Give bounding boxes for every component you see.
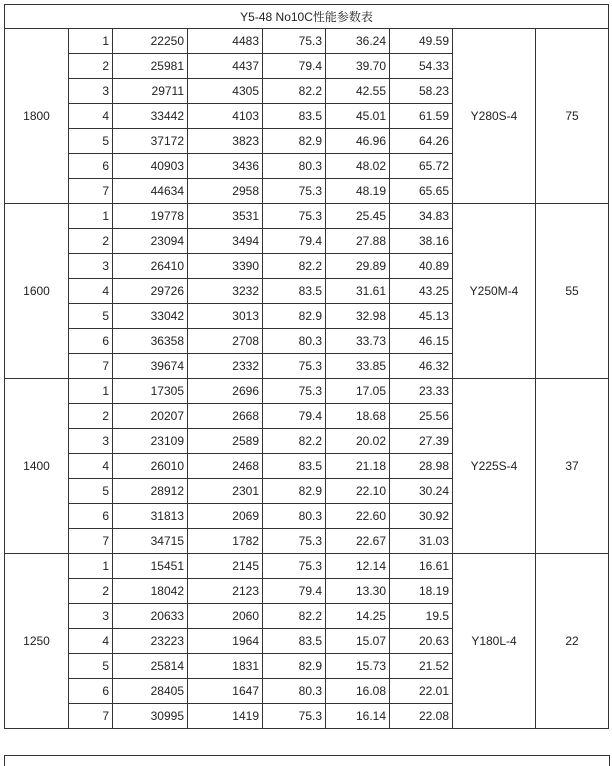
shaft-power-cell: 14.25 <box>326 604 390 629</box>
motor-power-cell: 55 <box>536 204 609 379</box>
flow-cell: 31813 <box>113 504 188 529</box>
required-power-cell: 31.03 <box>390 529 453 554</box>
row-index-cell: 2 <box>69 579 113 604</box>
required-power-cell: 49.59 <box>390 29 453 54</box>
shaft-power-cell: 32.98 <box>326 304 390 329</box>
pressure-cell: 1782 <box>188 529 263 554</box>
speed-cell: 1800 <box>5 29 69 204</box>
efficiency-cell: 80.3 <box>263 154 326 179</box>
pressure-cell: 1831 <box>188 654 263 679</box>
efficiency-cell: 75.3 <box>263 179 326 204</box>
efficiency-cell: 75.3 <box>263 29 326 54</box>
flow-cell: 29726 <box>113 279 188 304</box>
shaft-power-cell: 16.08 <box>326 679 390 704</box>
row-index-cell: 2 <box>69 404 113 429</box>
shaft-power-cell: 22.10 <box>326 479 390 504</box>
flow-cell: 33442 <box>113 104 188 129</box>
efficiency-cell: 82.2 <box>263 79 326 104</box>
shaft-power-cell: 42.55 <box>326 79 390 104</box>
title-row <box>5 5 609 29</box>
shaft-power-cell: 25.45 <box>326 204 390 229</box>
pressure-cell: 3494 <box>188 229 263 254</box>
row-index-cell: 1 <box>69 379 113 404</box>
efficiency-cell: 82.9 <box>263 479 326 504</box>
pressure-cell: 3390 <box>188 254 263 279</box>
efficiency-cell: 83.5 <box>263 454 326 479</box>
table-row <box>5 29 609 54</box>
efficiency-cell: 80.3 <box>263 329 326 354</box>
table-title: Y5-48 No10C性能参数表 <box>5 5 609 29</box>
row-index-cell: 3 <box>69 254 113 279</box>
efficiency-cell: 82.9 <box>263 304 326 329</box>
required-power-cell: 46.15 <box>390 329 453 354</box>
efficiency-cell: 82.9 <box>263 654 326 679</box>
shaft-power-cell: 15.07 <box>326 629 390 654</box>
flow-cell: 44634 <box>113 179 188 204</box>
row-index-cell: 5 <box>69 304 113 329</box>
shaft-power-cell: 22.60 <box>326 504 390 529</box>
required-power-cell: 23.33 <box>390 379 453 404</box>
pressure-cell: 2668 <box>188 404 263 429</box>
flow-cell: 39674 <box>113 354 188 379</box>
speed-cell: 1600 <box>5 204 69 379</box>
efficiency-cell: 75.3 <box>263 204 326 229</box>
pressure-cell: 2708 <box>188 329 263 354</box>
shaft-power-cell: 27.88 <box>326 229 390 254</box>
flow-cell: 26410 <box>113 254 188 279</box>
shaft-power-cell: 33.73 <box>326 329 390 354</box>
pressure-cell: 4103 <box>188 104 263 129</box>
shaft-power-cell: 48.02 <box>326 154 390 179</box>
row-index-cell: 7 <box>69 179 113 204</box>
pressure-cell: 1419 <box>188 704 263 729</box>
flow-cell: 19778 <box>113 204 188 229</box>
required-power-cell: 18.19 <box>390 579 453 604</box>
shaft-power-cell: 45.01 <box>326 104 390 129</box>
table-row <box>5 554 609 579</box>
flow-cell: 18042 <box>113 579 188 604</box>
pressure-cell: 2332 <box>188 354 263 379</box>
row-index-cell: 7 <box>69 354 113 379</box>
shaft-power-cell: 15.73 <box>326 654 390 679</box>
pressure-cell: 2468 <box>188 454 263 479</box>
shaft-power-cell: 21.18 <box>326 454 390 479</box>
required-power-cell: 30.92 <box>390 504 453 529</box>
shaft-power-cell: 18.68 <box>326 404 390 429</box>
pressure-cell: 3436 <box>188 154 263 179</box>
flow-cell: 20207 <box>113 404 188 429</box>
flow-cell: 28912 <box>113 479 188 504</box>
pressure-cell: 4483 <box>188 29 263 54</box>
pressure-cell: 3232 <box>188 279 263 304</box>
required-power-cell: 27.39 <box>390 429 453 454</box>
performance-table-container <box>4 4 608 729</box>
performance-table <box>4 4 609 729</box>
required-power-cell: 25.56 <box>390 404 453 429</box>
row-index-cell: 6 <box>69 329 113 354</box>
flow-cell: 23094 <box>113 229 188 254</box>
row-index-cell: 5 <box>69 479 113 504</box>
efficiency-cell: 80.3 <box>263 504 326 529</box>
required-power-cell: 19.5 <box>390 604 453 629</box>
required-power-cell: 21.52 <box>390 654 453 679</box>
required-power-cell: 22.01 <box>390 679 453 704</box>
shaft-power-cell: 48.19 <box>326 179 390 204</box>
flow-cell: 17305 <box>113 379 188 404</box>
required-power-cell: 22.08 <box>390 704 453 729</box>
flow-cell: 30995 <box>113 704 188 729</box>
motor-model-cell: Y250M-4 <box>453 204 536 379</box>
row-index-cell: 1 <box>69 29 113 54</box>
required-power-cell: 65.65 <box>390 179 453 204</box>
pressure-cell: 2145 <box>188 554 263 579</box>
required-power-cell: 16.61 <box>390 554 453 579</box>
pressure-cell: 2696 <box>188 379 263 404</box>
efficiency-cell: 75.3 <box>263 379 326 404</box>
efficiency-cell: 79.4 <box>263 579 326 604</box>
required-power-cell: 28.98 <box>390 454 453 479</box>
shaft-power-cell: 46.96 <box>326 129 390 154</box>
flow-cell: 15451 <box>113 554 188 579</box>
efficiency-cell: 82.2 <box>263 604 326 629</box>
speed-cell: 1250 <box>5 554 69 729</box>
flow-cell: 28405 <box>113 679 188 704</box>
efficiency-cell: 82.2 <box>263 254 326 279</box>
shaft-power-cell: 31.61 <box>326 279 390 304</box>
shaft-power-cell: 36.24 <box>326 29 390 54</box>
required-power-cell: 58.23 <box>390 79 453 104</box>
pressure-cell: 2958 <box>188 179 263 204</box>
table-row <box>5 379 609 404</box>
flow-cell: 29711 <box>113 79 188 104</box>
motor-power-cell: 75 <box>536 29 609 204</box>
pressure-cell: 2123 <box>188 579 263 604</box>
motor-power-cell: 37 <box>536 379 609 554</box>
efficiency-cell: 75.3 <box>263 354 326 379</box>
flow-cell: 25814 <box>113 654 188 679</box>
row-index-cell: 1 <box>69 554 113 579</box>
pressure-cell: 1964 <box>188 629 263 654</box>
shaft-power-cell: 12.14 <box>326 554 390 579</box>
row-index-cell: 4 <box>69 454 113 479</box>
table-continuation <box>4 755 610 766</box>
row-index-cell: 4 <box>69 104 113 129</box>
flow-cell: 40903 <box>113 154 188 179</box>
row-index-cell: 3 <box>69 79 113 104</box>
required-power-cell: 64.26 <box>390 129 453 154</box>
efficiency-cell: 83.5 <box>263 629 326 654</box>
pressure-cell: 2301 <box>188 479 263 504</box>
row-index-cell: 3 <box>69 604 113 629</box>
required-power-cell: 65.72 <box>390 154 453 179</box>
motor-model-cell: Y225S-4 <box>453 379 536 554</box>
shaft-power-cell: 16.14 <box>326 704 390 729</box>
shaft-power-cell: 39.70 <box>326 54 390 79</box>
row-index-cell: 7 <box>69 704 113 729</box>
speed-cell: 1400 <box>5 379 69 554</box>
pressure-cell: 2060 <box>188 604 263 629</box>
row-index-cell: 6 <box>69 154 113 179</box>
flow-cell: 36358 <box>113 329 188 354</box>
efficiency-cell: 79.4 <box>263 54 326 79</box>
row-index-cell: 6 <box>69 679 113 704</box>
pressure-cell: 3013 <box>188 304 263 329</box>
flow-cell: 22250 <box>113 29 188 54</box>
shaft-power-cell: 20.02 <box>326 429 390 454</box>
pressure-cell: 4305 <box>188 79 263 104</box>
shaft-power-cell: 17.05 <box>326 379 390 404</box>
required-power-cell: 20.63 <box>390 629 453 654</box>
pressure-cell: 1647 <box>188 679 263 704</box>
row-index-cell: 4 <box>69 629 113 654</box>
row-index-cell: 1 <box>69 204 113 229</box>
flow-cell: 23109 <box>113 429 188 454</box>
efficiency-cell: 80.3 <box>263 679 326 704</box>
flow-cell: 34715 <box>113 529 188 554</box>
row-index-cell: 2 <box>69 229 113 254</box>
shaft-power-cell: 33.85 <box>326 354 390 379</box>
flow-cell: 23223 <box>113 629 188 654</box>
row-index-cell: 6 <box>69 504 113 529</box>
required-power-cell: 30.24 <box>390 479 453 504</box>
flow-cell: 33042 <box>113 304 188 329</box>
flow-cell: 20633 <box>113 604 188 629</box>
efficiency-cell: 79.4 <box>263 229 326 254</box>
efficiency-cell: 79.4 <box>263 404 326 429</box>
efficiency-cell: 75.3 <box>263 529 326 554</box>
row-index-cell: 2 <box>69 54 113 79</box>
efficiency-cell: 83.5 <box>263 279 326 304</box>
pressure-cell: 3531 <box>188 204 263 229</box>
required-power-cell: 45.13 <box>390 304 453 329</box>
required-power-cell: 43.25 <box>390 279 453 304</box>
table-body <box>5 5 609 729</box>
motor-power-cell: 22 <box>536 554 609 729</box>
efficiency-cell: 82.9 <box>263 129 326 154</box>
required-power-cell: 38.16 <box>390 229 453 254</box>
required-power-cell: 40.89 <box>390 254 453 279</box>
pressure-cell: 2589 <box>188 429 263 454</box>
shaft-power-cell: 22.67 <box>326 529 390 554</box>
required-power-cell: 34.83 <box>390 204 453 229</box>
row-index-cell: 5 <box>69 129 113 154</box>
efficiency-cell: 75.3 <box>263 554 326 579</box>
flow-cell: 26010 <box>113 454 188 479</box>
required-power-cell: 54.33 <box>390 54 453 79</box>
row-index-cell: 3 <box>69 429 113 454</box>
shaft-power-cell: 13.30 <box>326 579 390 604</box>
row-index-cell: 4 <box>69 279 113 304</box>
pressure-cell: 2069 <box>188 504 263 529</box>
flow-cell: 37172 <box>113 129 188 154</box>
efficiency-cell: 83.5 <box>263 104 326 129</box>
flow-cell: 25981 <box>113 54 188 79</box>
required-power-cell: 61.59 <box>390 104 453 129</box>
row-index-cell: 7 <box>69 529 113 554</box>
motor-model-cell: Y180L-4 <box>453 554 536 729</box>
efficiency-cell: 82.2 <box>263 429 326 454</box>
efficiency-cell: 75.3 <box>263 704 326 729</box>
pressure-cell: 4437 <box>188 54 263 79</box>
pressure-cell: 3823 <box>188 129 263 154</box>
required-power-cell: 46.32 <box>390 354 453 379</box>
shaft-power-cell: 29.89 <box>326 254 390 279</box>
table-row <box>5 204 609 229</box>
motor-model-cell: Y280S-4 <box>453 29 536 204</box>
row-index-cell: 5 <box>69 654 113 679</box>
